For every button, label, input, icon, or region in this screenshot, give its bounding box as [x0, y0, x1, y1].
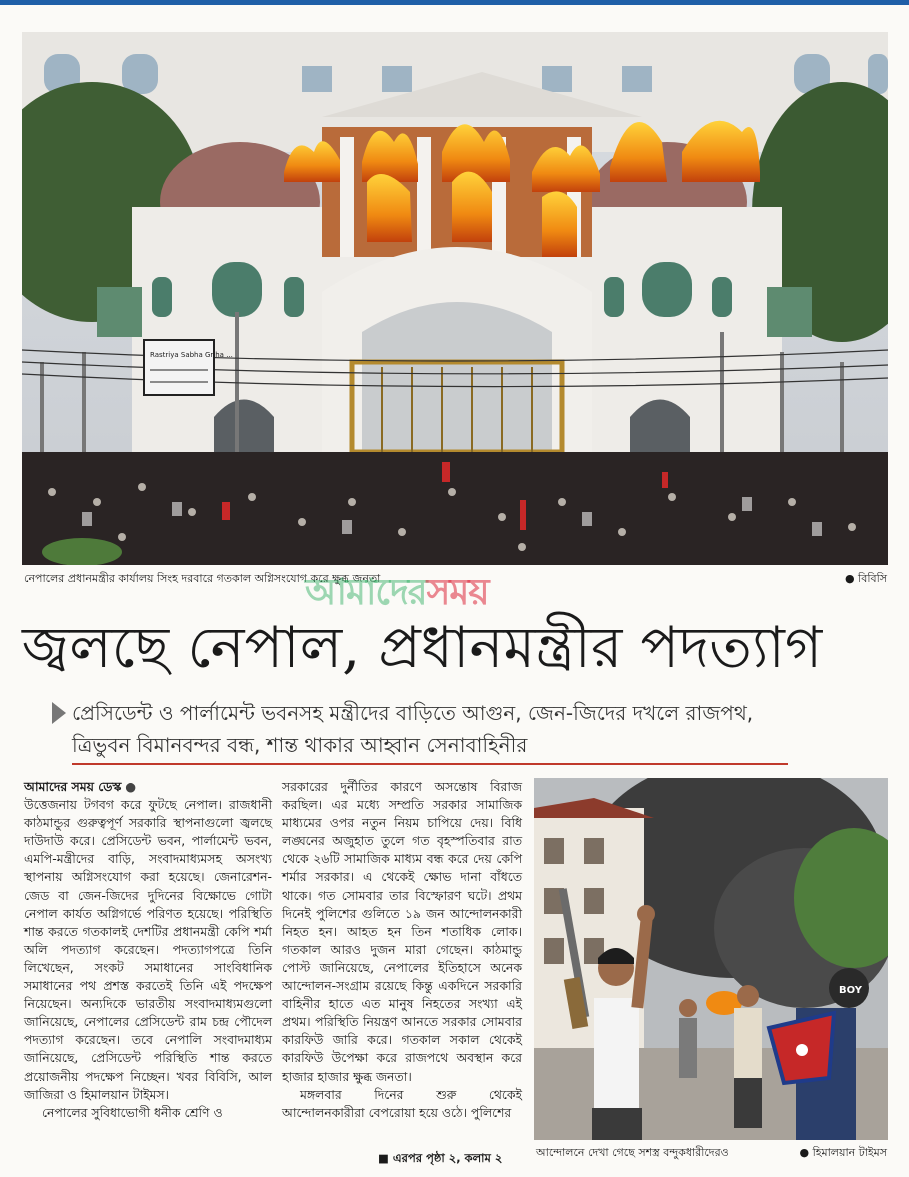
main-photo: [22, 32, 888, 565]
article-text-col2-tail: মঙ্গলবার দিনের শুরু থেকেই আন্দোলনকারীরা বেপরোয়া হয়ে ওঠে। পুলিশের: [282, 1086, 522, 1120]
page-headline: জ্বলছে নেপাল, প্রধানমন্ত্রীর পদত্যাগ: [22, 615, 823, 681]
street-sign-text: Rastriya Sabha Griha ...: [150, 351, 233, 359]
desk-label: আমাদের সময় ডেস্ক: [24, 779, 122, 794]
article-column-1: [24, 778, 272, 1122]
main-photo-illustration: [22, 32, 888, 565]
article-byline: [24, 778, 272, 796]
article-text-col2: সরকারের দুর্নীতির কারণে অসন্তোষ বিরাজ করছিল। এর মধ্যে সম্প্রতি সরকার সামাজিক মাধ্যমের ওপর নতুন নিয়ম চাপিয়ে দেয়। বিধি লঙ্ঘনের অজুহাত তুলে গত বৃহস্পতিবার রাত থেকে ২৬টি সামাজিক মাধ্যম বন্ধ করে দেয় কেপি শর্মার সরকার। এ থেকেই ক্ষোভ দানা বাঁধতে থাকে। গত সোমবার তার বিস্ফোরণ ঘটে। প্রথম দিনেই পুলিশের গুলিতে ১৯ জন আন্দোলনকারী নিহত হন। আহত হন তিন শতাধিক লোক। গতকাল আরও দুজন মারা গেছেন। কাঠমান্ডু পোস্ট জানিয়েছে, নেপালের ইতিহাসে অনেক আন্দোলন-সংগ্রাম রয়েছে কিন্তু একদিনে সরকারি বাহিনীর হাতে এত মানুষ নিহতের সংখ্যা এই প্রথম। পরিস্থিতি নিয়ন্ত্রণ আনতে সরকার সোমবার কারফিউ জারি করে। গতকাল সকাল থেকেই কারফিউ উপেক্ষা করে রাজপথে অবস্থান করে হাজার হাজার ক্ষুব্ধ জনতা।: [282, 779, 522, 1084]
side-photo: [534, 778, 888, 1140]
cap-text: BOY: [839, 985, 863, 996]
side-photo-credit: ● হিমালয়ান টাইমস: [799, 1146, 887, 1159]
subheadline: প্রেসিডেন্ট ও পার্লামেন্ট ভবনসহ মন্ত্রীদের বাড়িতে আগুন, জেন-জিদের দখলে রাজপথ, ত্রিভুবন বিমানবন্দর বন্ধ, শান্ত থাকার আহ্বান সেনাবাহিনীর: [72, 701, 754, 757]
watermark-part2: সময়: [426, 572, 489, 613]
article-text-col1: উত্তেজনায় টগবগ করে ফুটছে নেপাল। রাজধানী কাঠমান্ডুর গুরুত্বপূর্ণ সরকারি স্থাপনাগুলো জ্বলছে দাউদাউ করে। প্রেসিডেন্ট ভবন, পার্লামেন্ট ভবন, এমপি-মন্ত্রীদের বাড়ি, সংবাদমাধ্যমসহ অসংখ্য স্থাপনায় অগ্নিসংযোগ করা হয়েছে। জেনারেশন-জেড বা জেন-জিদের দুদিনের বিক্ষোভে গোটা নেপাল কার্যত অগ্নিগর্ভে পরিণত হয়েছে। পরিস্থিতি শান্ত করতে গতকালই দেশটির প্রধানমন্ত্রী কেপি শর্মা অলি পদত্যাগ করেছেন। পদত্যাগপত্রে তিনি লিখেছেন, সংকট সমাধানের সাংবিধানিক সমাধানের পথ প্রশস্ত করতেই তিনি এই পদক্ষেপ নিয়েছেন। অন্যদিকে ভারতীয় সংবাদমাধ্যমগুলো জানিয়েছে, নেপালের প্রেসিডেন্ট রাম চন্দ্র পৌদেল পদত্যাগ করেছেন। তবে নেপালি সংবাদমাধ্যম জানিয়েছে, প্রেসিডেন্ট পরিস্থিতি শান্ত করতে প্রয়োজনীয় পদক্ষেপ নিচ্ছেন। খবর বিবিসি, আল জাজিরা ও হিমালয়ান টাইমস।: [24, 797, 272, 1102]
side-photo-caption: আন্দোলনে দেখা গেছে সশস্ত্র বন্দুকধারীদেরও: [536, 1146, 729, 1159]
continue-reference: ■ এরপর পৃষ্ঠা ২, কলাম ২: [378, 1151, 503, 1165]
watermark-part1: আমাদের: [305, 572, 427, 613]
top-rule: [0, 0, 909, 5]
desk-marker: ●: [125, 779, 137, 794]
main-photo-caption: নেপালের প্রধানমন্ত্রীর কার্যালয় সিংহ দরবারে গতকাল অগ্নিসংযোগ করে ক্ষুব্ধ জনতা: [24, 572, 381, 585]
article-text-col1-tail: নেপালের সুবিধাভোগী ধনীক শ্রেণি ও: [42, 1104, 223, 1120]
article-column-2: [282, 778, 522, 1122]
side-photo-illustration: [534, 778, 888, 1140]
subhead-marker: [52, 702, 66, 724]
main-photo-credit: ● বিবিসি: [844, 572, 887, 585]
subhead-rule: [72, 763, 788, 765]
